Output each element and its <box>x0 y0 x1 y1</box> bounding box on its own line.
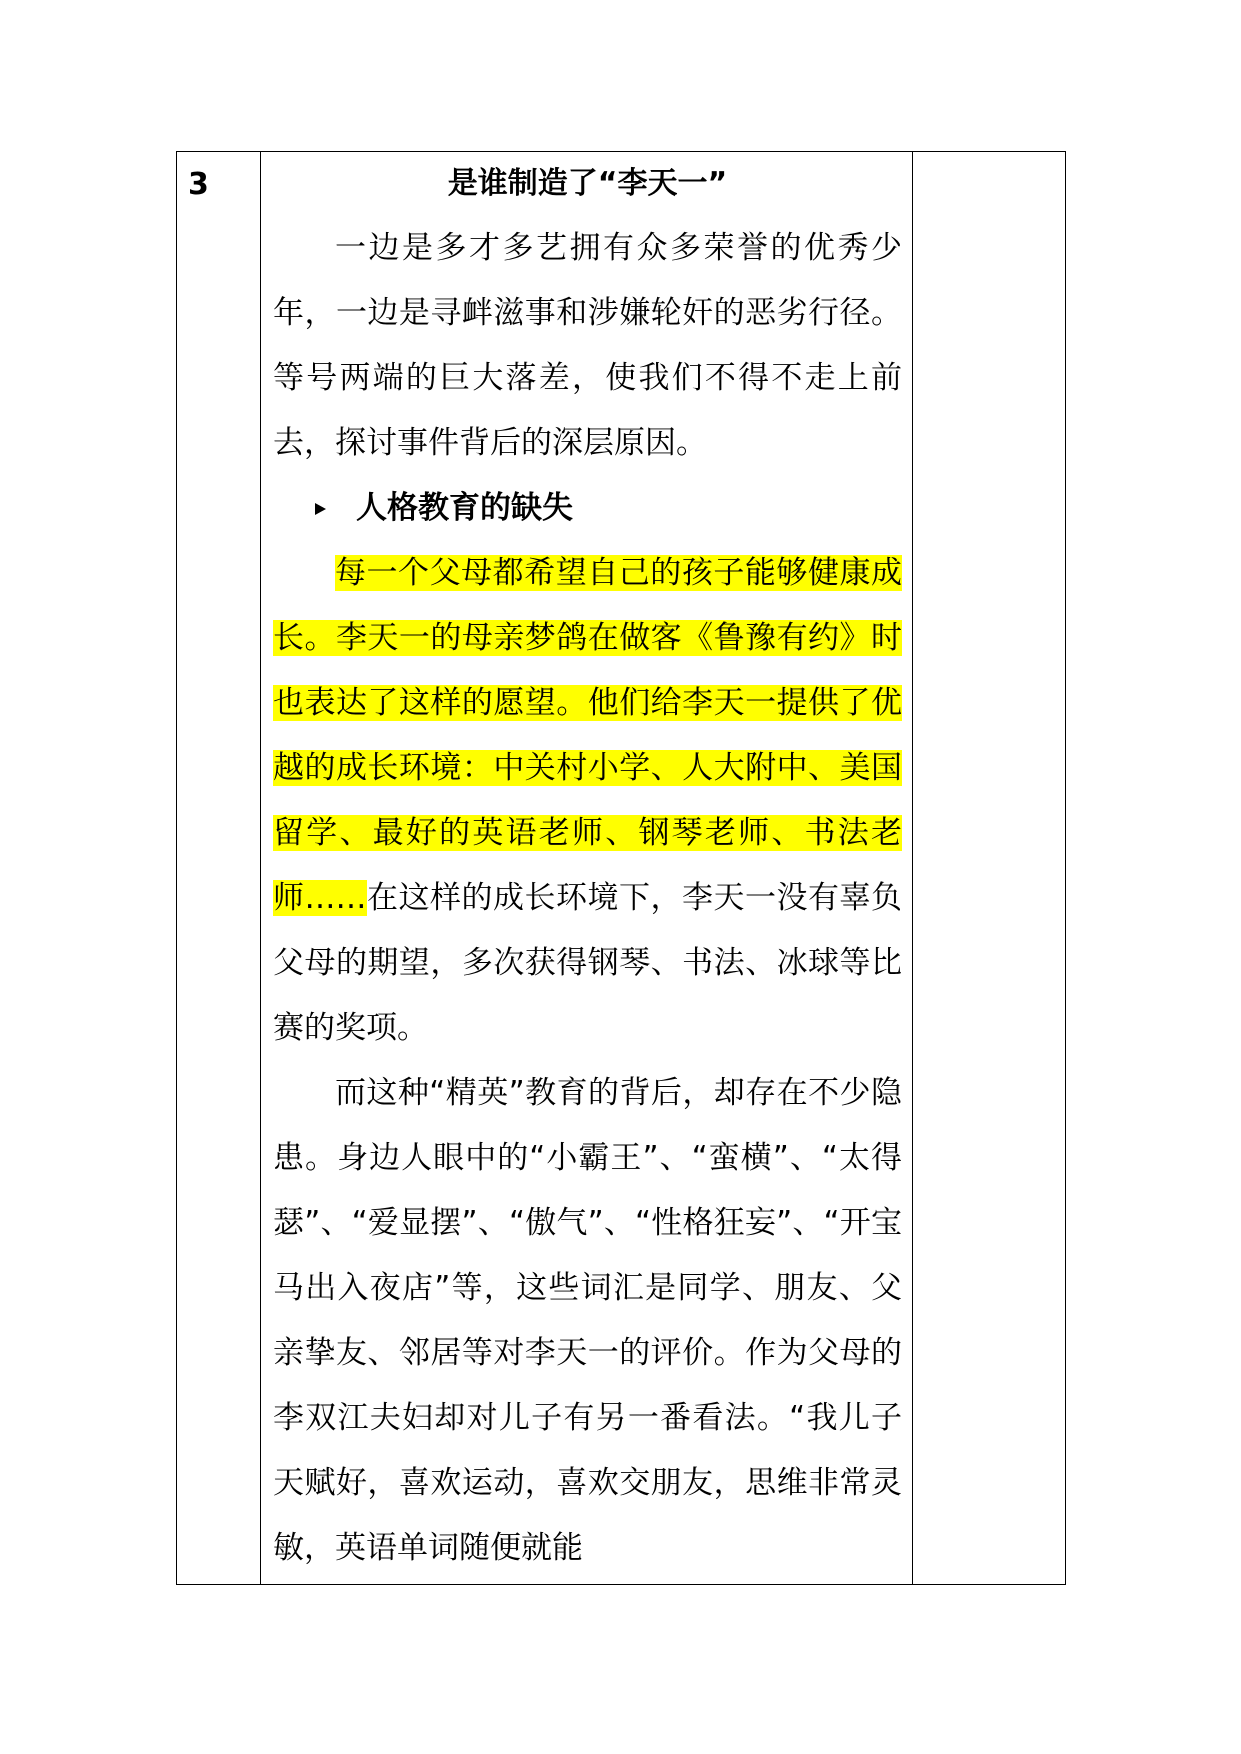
arrow-bullet-icon <box>315 503 326 515</box>
paragraph-continuation: 在这样的成长环境下，李天一没有辜负父母的期望，多次获得钢琴、书法、冰球等比赛的奖项。 <box>273 880 902 1046</box>
highlighted-text: 每一个父母都希望自己的孩子能够健康成长。李天一的母亲梦鸽在做客《鲁豫有约》时也表达了这样的愿望。他们给李天一提供了优越的成长环境：中关村小学、人大附中、美国留学、最好的英语老师、钢琴老师、书法老师…… <box>273 555 902 916</box>
row-number-cell <box>177 152 261 1585</box>
elite-education-paragraph: 而这种“精英”教育的背后，却存在不少隐患。身边人眼中的“小霸王”、“蛮横”、“太得瑟”、“爱显摆”、“傲气”、“性格狂妄”、“开宝马出入夜店”等，这些词汇是同学、朋友、父亲挚友、邻居等对李天一的评价。作为父母的李双江夫妇却对儿子有另一番看法。“我儿子天赋好，喜欢运动，喜欢交朋友，思维非常灵敏，英语单词随便就能 <box>273 1075 902 1566</box>
table-row <box>177 152 1066 1585</box>
document-table <box>176 151 1066 1585</box>
education-paragraph <box>273 541 902 1061</box>
row-number: 3 <box>188 167 209 202</box>
section-heading <box>273 476 902 541</box>
content-cell <box>261 152 913 1585</box>
intro-paragraph: 一边是多才多艺拥有众多荣誉的优秀少年，一边是寻衅滋事和涉嫌轮奸的恶劣行径。等号两端的巨大落差，使我们不得不走上前去，探讨事件背后的深层原因。 <box>273 230 902 461</box>
section-heading-text: 人格教育的缺失 <box>356 490 573 526</box>
empty-cell <box>913 152 1066 1585</box>
article-title: 是谁制造了“李天一” <box>447 166 728 201</box>
